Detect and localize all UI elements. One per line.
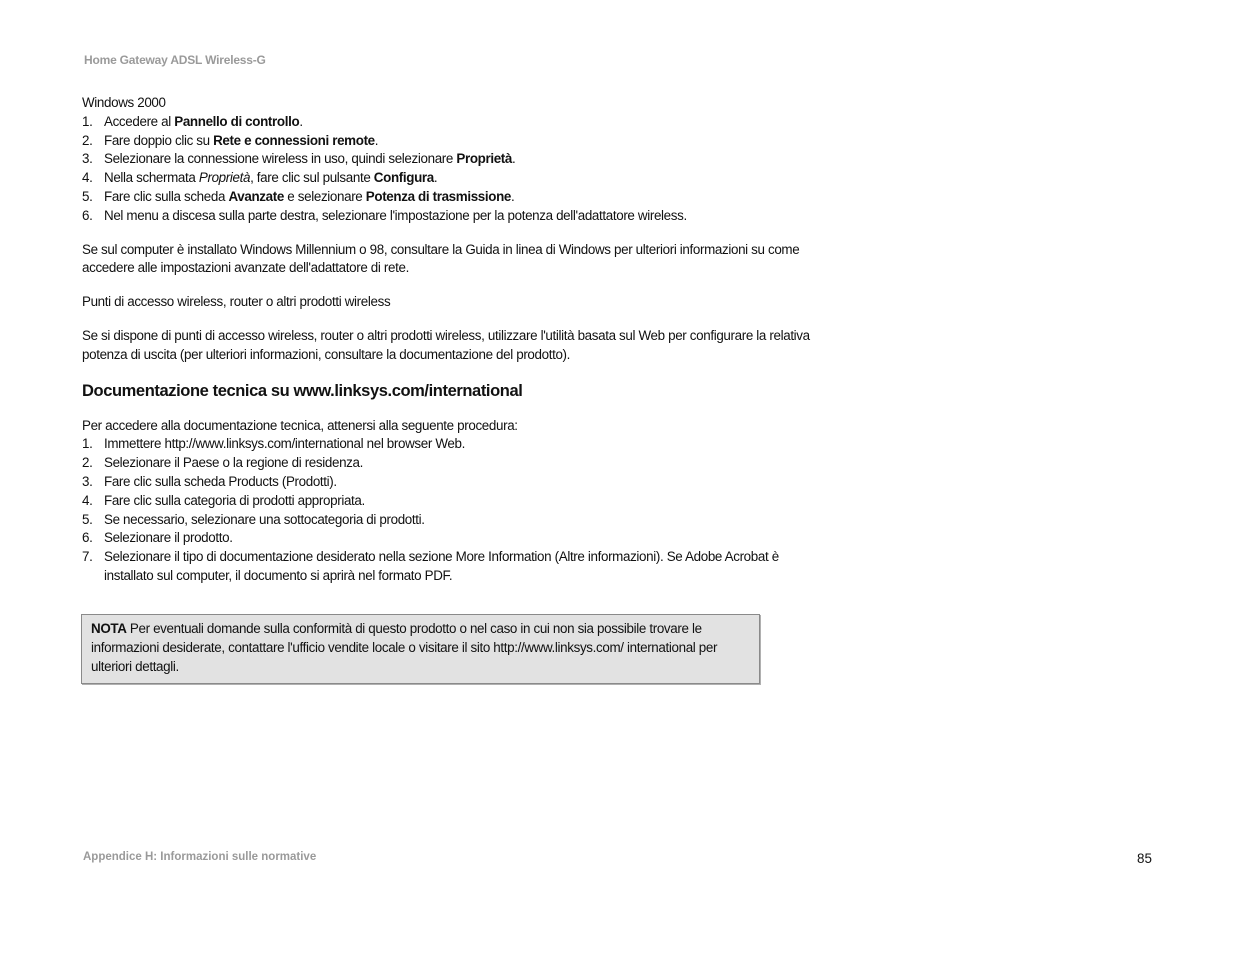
list-item (82, 435, 817, 454)
list-item (82, 169, 817, 188)
step-number: 7. (82, 549, 93, 565)
note-label: NOTA (91, 621, 127, 636)
step-number: 3. (82, 473, 93, 489)
page-header: Home Gateway ADSL Wireless-G (84, 53, 266, 67)
step-text: Nella schermata Proprietà, fare clic sul pulsante Configura. (104, 170, 438, 186)
step-number: 6. (82, 207, 93, 223)
list-item (82, 188, 817, 207)
list-item (82, 454, 817, 473)
step-text: Selezionare il prodotto. (104, 530, 233, 546)
list-item (82, 207, 817, 226)
step-text: Selezionare il Paese o la regione di residenza. (104, 455, 363, 471)
step-text: Accedere al Pannello di controllo. (104, 113, 303, 129)
step-text: Selezionare il tipo di documentazione desiderato nella sezione More Information (Altre informazioni). Se Adobe Acrobat è installato sul computer, il documento si aprirà nel formato PDF. (104, 549, 779, 583)
list-item (82, 548, 817, 586)
windows2000-steps (82, 113, 817, 226)
list-item (82, 473, 817, 492)
step-number: 2. (82, 455, 93, 471)
step-text: Nel menu a discesa sulla parte destra, selezionare l'impostazione per la potenza dell'adattatore wireless. (104, 207, 687, 223)
step-text: Se necessario, selezionare una sottocategoria di prodotti. (104, 511, 425, 527)
step-text: Fare clic sulla categoria di prodotti appropriata. (104, 492, 365, 508)
step-number: 2. (82, 132, 93, 148)
step-number: 6. (82, 530, 93, 546)
step-text: Fare doppio clic su Rete e connessioni remote. (104, 132, 379, 148)
list-item (82, 132, 817, 151)
step-text: Fare clic sulla scheda Products (Prodotti). (104, 473, 337, 489)
list-item (82, 511, 817, 530)
access-points-paragraph: Se si dispone di punti di accesso wireless, router o altri prodotti wireless, utilizzare l'utilità basata sul Web per configurare la relativa potenza di uscita (per ulteriori informazioni, consultare la documentazione del prodotto). (82, 327, 810, 362)
step-number: 1. (82, 113, 93, 129)
section-title: Documentazione tecnica su www.linksys.com/international (82, 381, 523, 400)
step-number: 4. (82, 170, 93, 186)
docs-steps (82, 435, 817, 585)
access-points-heading: Punti di accesso wireless, router o altri prodotti wireless (82, 294, 391, 310)
main-content (82, 94, 817, 586)
docs-intro: Per accedere alla documentazione tecnica, attenersi alla seguente procedura: (82, 417, 518, 433)
step-text: Fare clic sulla scheda Avanzate e selezionare Potenza di trasmissione. (104, 188, 515, 204)
page-number: 85 (1137, 851, 1152, 866)
millennium-paragraph: Se sul computer è installato Windows Millennium o 98, consultare la Guida in linea di Windows per ulteriori informazioni su come accedere alle impostazioni avanzate dell'adattatore di rete. (82, 241, 800, 276)
footer-section-title: Appendice H: Informazioni sulle normative (83, 851, 317, 863)
list-item (82, 529, 817, 548)
note-box (81, 614, 760, 684)
step-number: 3. (82, 151, 93, 167)
windows2000-heading: Windows 2000 (82, 95, 166, 110)
step-number: 4. (82, 492, 93, 508)
note-text: Per eventuali domande sulla conformità di questo prodotto o nel caso in cui non sia possibile trovare le informazioni desiderate, contattare l'ufficio vendite locale o visitare il sito http://www.linksys.com/ international per ulteriori dettagli. (91, 621, 718, 674)
step-text: Selezionare la connessione wireless in uso, quindi selezionare Proprietà. (104, 151, 516, 167)
list-item (82, 113, 817, 132)
list-item (82, 150, 817, 169)
step-number: 1. (82, 436, 93, 452)
step-text: Immettere http://www.linksys.com/international nel browser Web. (104, 436, 465, 452)
list-item (82, 492, 817, 511)
step-number: 5. (82, 188, 93, 204)
step-number: 5. (82, 511, 93, 527)
